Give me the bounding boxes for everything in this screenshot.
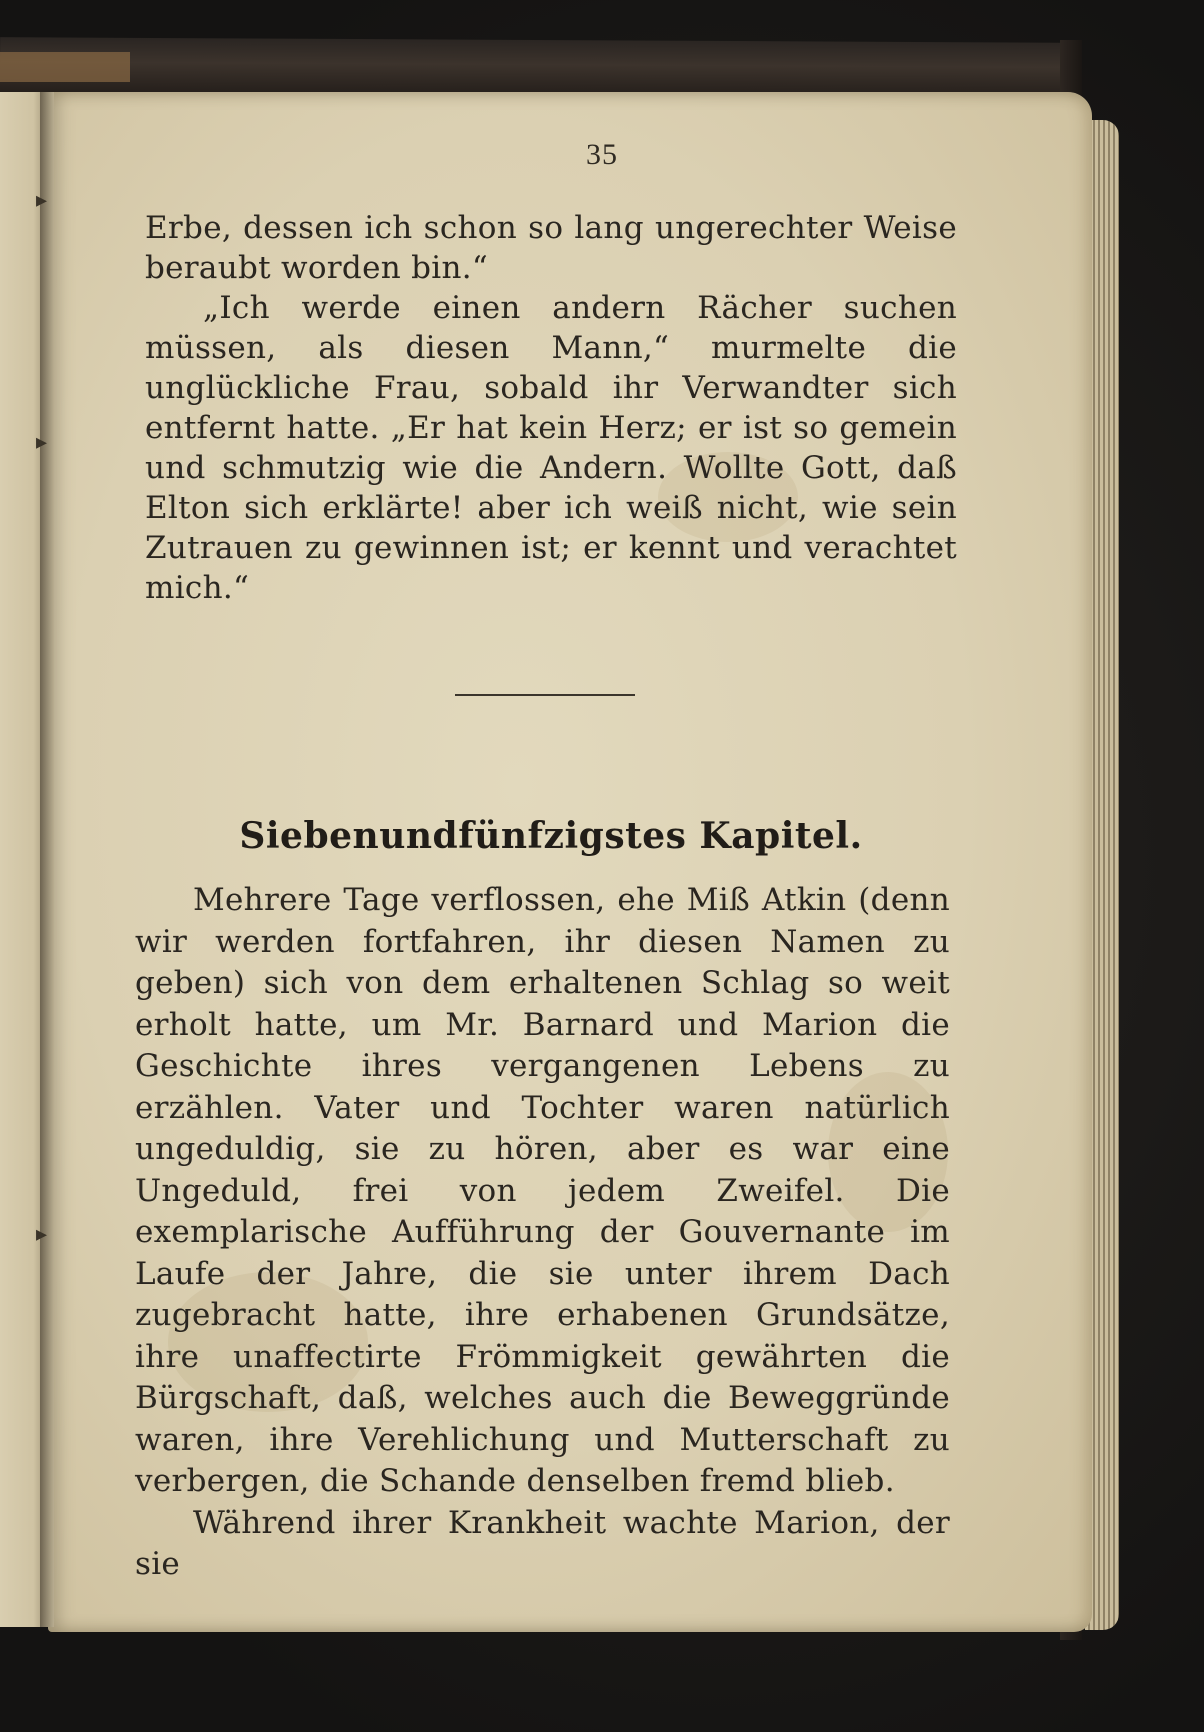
paragraph: „Ich werde einen andern Rächer suchen müssen, als diesen Mann,“ murmelte die unglückliche Frau, sobald ihr Verwandter sich entfernt hatte. „Er hat kein Herz; er ist so gemein und schmutzig wie die Andern. Wollte Gott, daß Elton sich erklärte! aber ich weiß nicht, wie sein Zutrauen zu gewinnen ist; er kennt und verachtet mich.“	[145, 290, 957, 606]
margin-mark: ▸	[36, 1222, 48, 1247]
paragraph: Erbe, dessen ich schon so lang ungerechter Weise beraubt worden bin.“	[145, 210, 957, 286]
book-gutter	[40, 92, 54, 1627]
page-number: 35	[586, 138, 618, 171]
paragraph: Während ihrer Krankheit wachte Marion, der sie	[135, 1504, 950, 1582]
paragraph: Mehrere Tage verflossen, ehe Miß Atkin (denn wir werden fortfahren, ihr diesen Namen zu geben) sich von dem erhaltenen Schlag so weit erholt hatte, um Mr. Barnard und Marion die Geschichte ihres vergangenen Lebens zu erzählen. Vater und Tochter waren natürlich ungeduldig, sie zu hören, aber es war eine Ungeduld, frei von jedem Zweifel. Die exemplarische Aufführung der Gouvernante im Laufe der Jahre, die sie unter ihrem Dach zugebracht hatte, ihre erhabenen Grundsätze, ihre unaffectirte Frömmigkeit gewährten die Bürgschaft, daß, welches auch die Beweggründe waren, ihre Verehlichung und Mutterschaft zu verbergen, die Schande denselben fremd blieb.	[135, 882, 950, 1499]
text-block-chapter	[135, 880, 950, 1586]
chapter-title: Siebenundfünfzigstes Kapitel.	[239, 815, 863, 857]
text-block-top	[145, 208, 957, 608]
margin-mark: ▸	[36, 430, 48, 455]
section-divider	[455, 694, 635, 696]
cover-worn-edge	[0, 52, 130, 82]
book-cover-top	[0, 37, 1080, 98]
margin-mark: ▸	[36, 188, 48, 213]
